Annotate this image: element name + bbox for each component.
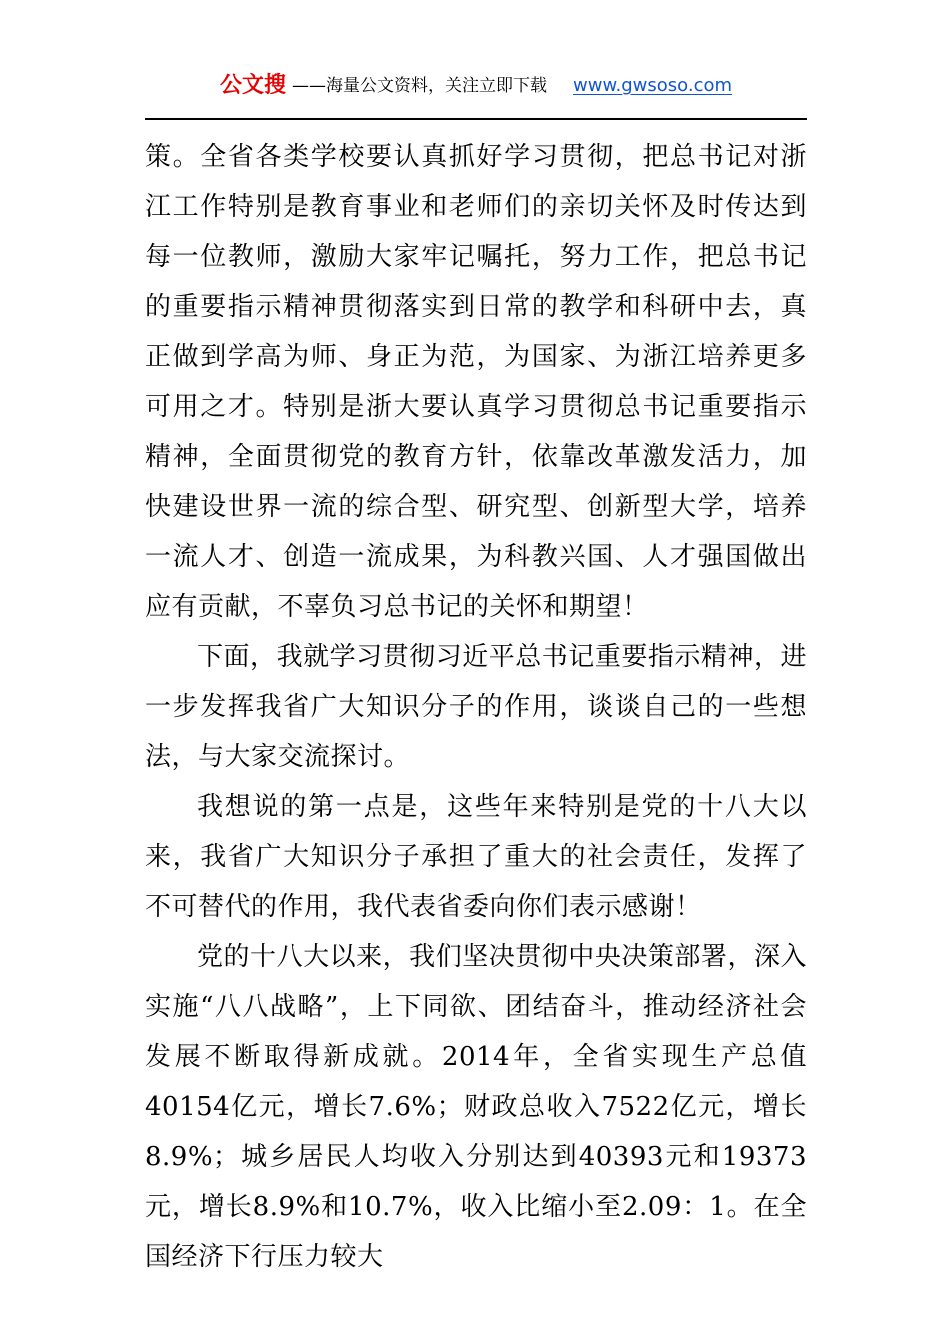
paragraph-first-point: 我想说的第一点是，这些年来特别是党的十八大以来，我省广大知识分子承担了重大的社会责任，发挥了不可替代的作用，我代表省委向你们表示感谢！ <box>145 792 807 922</box>
paragraph-intro: 下面，我就学习贯彻习近平总书记重要指示精神，进一步发挥我省广大知识分子的作用，谈谈自己的一些想法，与大家交流探讨。 <box>145 642 807 772</box>
document-body <box>145 132 807 1282</box>
paragraph-achievements: 党的十八大以来，我们坚决贯彻中央决策部署，深入实施“八八战略”，上下同欲、团结奋斗，推动经济社会发展不断取得新成就。2014年，全省实现生产总值40154亿元，增长7.6%；财政总收入7522亿元，增长8.9%；城乡居民人均收入分别达到40393元和19373元，增长8.9%和10.7%，收入比缩小至2.09：1。在全国经济下行压力较大 <box>145 942 807 1272</box>
paragraph-continued: 策。全省各类学校要认真抓好学习贯彻，把总书记对浙江工作特别是教育事业和老师们的亲切关怀及时传达到每一位教师，激励大家牢记嘱托，努力工作，把总书记的重要指示精神贯彻落实到日常的教学和科研中去，真正做到学高为师、身正为范，为国家、为浙江培养更多可用之才。特别是浙大要认真学习贯彻总书记重要指示精神，全面贯彻党的教育方针，依靠改革激发活力，加快建设世界一流的综合型、研究型、创新型大学，培养一流人才、创造一流成果，为科教兴国、人才强国做出应有贡献，不辜负习总书记的关怀和期望！ <box>145 142 807 622</box>
page-header <box>145 70 807 120</box>
header-slogan: ——海量公文资料，关注立即下载 <box>292 76 547 96</box>
site-link[interactable]: www.gwsoso.com <box>573 75 733 96</box>
brand-logo-text: 公文搜 <box>219 73 286 98</box>
